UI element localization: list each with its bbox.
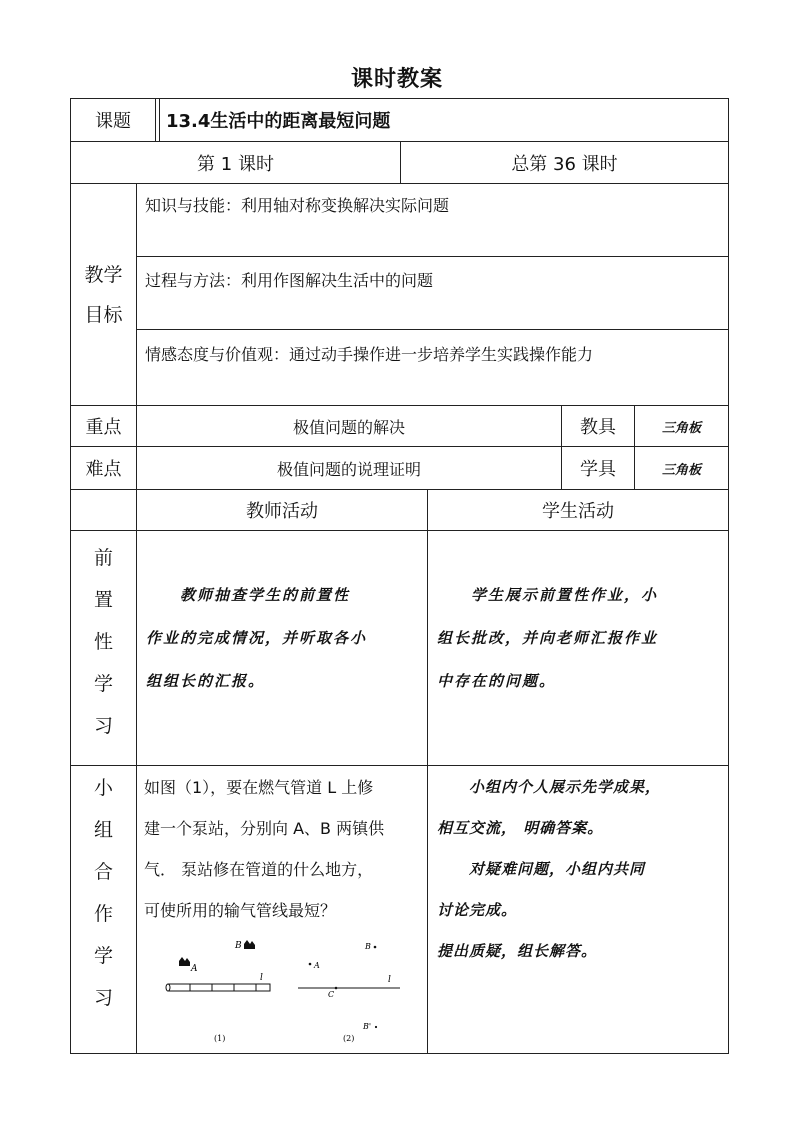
preview-label-char: 性 xyxy=(93,631,113,653)
town-a-icon xyxy=(179,957,190,966)
objectives-label-line1: 教学 xyxy=(84,263,123,286)
fig2-point-b2-dot xyxy=(375,1026,377,1028)
text-line: 气． 泵站修在管道的什么地方， xyxy=(144,860,374,879)
text-line: 可使所用的输气管线最短？ xyxy=(144,901,337,920)
objective-attitude: 情感态度与价值观：通过动手操作进一步培养学生实践操作能力 xyxy=(145,345,594,364)
learning-tool-value: 三角板 xyxy=(661,462,701,478)
fig2-point-b: B xyxy=(365,942,371,951)
fig2-point-c: C xyxy=(328,990,335,999)
text-line: 组长批改，并向老师汇报作业 xyxy=(437,629,659,647)
objective-knowledge: 知识与技能：利用轴对称变换解决实际问题 xyxy=(145,196,450,215)
difficulty-label: 难点 xyxy=(85,459,122,480)
text-line: 小组内个人展示先学成果， xyxy=(437,778,662,796)
fig1-caption: (1) xyxy=(214,1034,226,1043)
fig1-point-a: A xyxy=(191,964,198,974)
text-line: 对疑难问题，小组内共同 xyxy=(437,860,646,878)
teacher-activity-header: 教师活动 xyxy=(246,501,318,522)
text-line: 如图（1），要在燃气管道 L 上修 xyxy=(144,778,374,797)
figure-2 xyxy=(298,942,400,1043)
text-line: 相互交流， 明确答案。 xyxy=(437,819,604,837)
key-point-label: 重点 xyxy=(85,417,122,438)
gas-pipe xyxy=(168,984,270,991)
text-line: 讨论完成。 xyxy=(437,901,518,919)
fig1-line-label: l xyxy=(260,973,263,983)
fig2-point-c-dot xyxy=(335,987,338,990)
town-b-icon xyxy=(244,940,255,949)
fig2-line-label: l xyxy=(388,975,391,985)
fig2-point-a: A xyxy=(314,961,320,970)
pipe-end xyxy=(166,984,170,991)
preview-label-char: 置 xyxy=(93,589,113,611)
text-line: 中存在的问题。 xyxy=(437,672,557,690)
group-label-char: 学 xyxy=(93,945,113,967)
preview-student-text xyxy=(437,574,725,703)
doc-title: 课时教案 xyxy=(350,67,443,92)
preview-label-char: 前 xyxy=(93,547,113,569)
teaching-tool-label: 教具 xyxy=(580,417,616,438)
text-line: 提出质疑，组长解答。 xyxy=(437,942,598,960)
group-label-char: 组 xyxy=(93,819,113,841)
figure-1 xyxy=(166,940,270,1043)
objectives-label-line2: 目标 xyxy=(84,303,123,326)
text-line: 作业的完成情况，并听取各小 xyxy=(146,629,368,647)
preview-teacher-text xyxy=(146,574,422,703)
preview-label xyxy=(71,537,136,747)
group-label-char: 习 xyxy=(93,987,113,1009)
topic-value: 13.4生活中的距离最短问题 xyxy=(166,111,391,132)
group-label-char: 合 xyxy=(93,861,113,883)
text-line: 组组长的汇报。 xyxy=(146,672,266,690)
group-student-text xyxy=(437,767,725,972)
topic-label: 课题 xyxy=(95,111,131,132)
preview-label-char: 习 xyxy=(93,715,113,737)
geometry-figure xyxy=(160,935,410,1047)
group-label xyxy=(71,767,136,1019)
fig1-point-b: B xyxy=(235,941,242,951)
learning-tool-label: 学具 xyxy=(580,459,616,480)
fig2-caption: (2) xyxy=(343,1034,355,1043)
group-label-char: 小 xyxy=(93,777,113,799)
student-activity-header: 学生活动 xyxy=(542,501,614,522)
fig2-point-b2: B' xyxy=(363,1022,372,1031)
preview-label-char: 学 xyxy=(93,673,113,695)
text-line: 建一个泵站，分别向 A、B 两镇供 xyxy=(144,819,385,838)
objective-process: 过程与方法：利用作图解决生活中的问题 xyxy=(145,271,434,290)
fig2-point-b-dot xyxy=(374,946,377,949)
objectives-label xyxy=(71,184,136,405)
group-teacher-text xyxy=(144,767,426,931)
lesson-current: 第 1 课时 xyxy=(197,153,274,175)
text-line: 学生展示前置性作业，小 xyxy=(437,586,659,604)
key-point-value: 极值问题的解决 xyxy=(292,417,405,437)
lesson-total: 总第 36 课时 xyxy=(511,153,618,175)
difficulty-value: 极值问题的说理证明 xyxy=(276,459,421,479)
teaching-tool-value: 三角板 xyxy=(661,420,701,436)
fig2-point-a-dot xyxy=(309,963,312,966)
group-label-char: 作 xyxy=(93,903,113,925)
text-line: 教师抽查学生的前置性 xyxy=(146,586,351,604)
